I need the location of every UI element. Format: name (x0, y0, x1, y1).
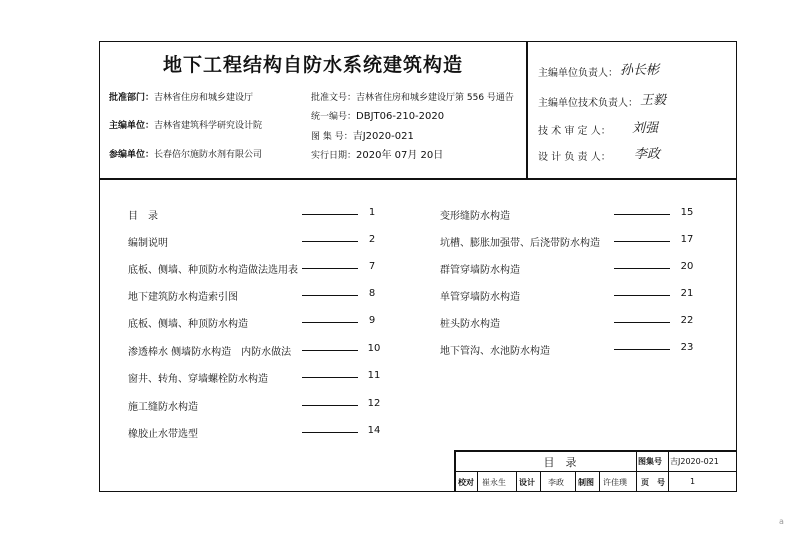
tb-draw-name: 许佳璞 (603, 478, 627, 487)
toc-leader (302, 350, 358, 351)
atlas-no (311, 127, 414, 142)
approval-doc-label: 批准文号： (311, 93, 357, 103)
toc-item[interactable]: 变形缝防水构造 (440, 211, 510, 222)
editor-unit-label: 主编单位： (109, 121, 155, 131)
approval-dept-value: 吉林省住房和城乡建设厅 (154, 93, 254, 103)
toc-page: 10 (367, 343, 381, 354)
tb-atlas-label: 图集号 (638, 457, 662, 466)
tb-draw-label: 制图 (578, 478, 594, 487)
toc-page: 21 (680, 288, 694, 299)
effective-label: 实行日期： (311, 151, 357, 161)
tb-vline (668, 450, 669, 492)
responsible-row (538, 94, 638, 109)
toc-item[interactable]: 单管穿墙防水构造 (440, 292, 520, 303)
toc-item[interactable]: 施工缝防水构造 (128, 402, 198, 413)
signature: 刘强 (632, 121, 659, 136)
toc-item[interactable]: 目 录 (128, 211, 158, 222)
participant-unit (109, 147, 262, 160)
toc-leader (614, 349, 670, 350)
tb-design-label: 设计 (519, 478, 535, 487)
toc-item[interactable]: 底板、侧墙、种顶防水构造 (128, 319, 248, 330)
tb-vline (477, 471, 478, 492)
toc-item[interactable]: 窗井、转角、穿墙螺栓防水构造 (128, 374, 268, 385)
signature: 孙长彬 (620, 63, 660, 78)
tb-vline (636, 450, 637, 492)
toc-item[interactable]: 地下建筑防水构造索引图 (128, 292, 238, 303)
tb-vline (575, 471, 576, 492)
responsible-row (538, 64, 618, 79)
toc-leader (302, 241, 358, 242)
toc-item[interactable]: 桩头防水构造 (440, 319, 500, 330)
tb-design-name: 李政 (548, 478, 564, 487)
tb-mid-line (454, 471, 737, 472)
toc-item[interactable]: 地下管沟、水池防水构造 (440, 346, 550, 357)
header-vertical-divider (526, 41, 528, 179)
tb-check-label: 校对 (458, 478, 474, 487)
responsible-label: 技 术 审 定 人： (538, 126, 611, 137)
toc-page: 15 (680, 207, 694, 218)
responsible-row (538, 148, 611, 163)
toc-leader (302, 322, 358, 323)
toc-page: 11 (367, 370, 381, 381)
tb-vline (599, 471, 600, 492)
tb-sheet-title: 目 录 (543, 456, 577, 469)
toc-page: 20 (680, 261, 694, 272)
approval-dept-label: 批准部门： (109, 93, 155, 103)
tb-check-name: 崔永生 (482, 478, 506, 487)
effective-date (311, 146, 443, 161)
unified-no-label: 统一编号： (311, 112, 357, 122)
responsible-label: 设 计 负 责 人： (538, 152, 611, 163)
toc-page: 14 (367, 425, 381, 436)
toc-page: 7 (368, 261, 376, 272)
tb-top-line (454, 450, 737, 452)
participant-value: 长春倍尔施防水剂有限公司 (154, 150, 263, 160)
toc-item[interactable]: 橡胶止水带选型 (128, 429, 198, 440)
toc-leader (302, 295, 358, 296)
tb-left-line (454, 450, 456, 492)
toc-leader (614, 214, 670, 215)
signature: 李政 (634, 147, 661, 162)
tb-vline (516, 471, 517, 492)
tb-page-label: 页 号 (641, 478, 665, 487)
toc-item[interactable]: 底板、侧墙、种顶防水构造做法选用表 (128, 265, 298, 276)
atlas-no-value: 吉J2020-021 (352, 131, 414, 142)
toc-leader (302, 377, 358, 378)
toc-page: 2 (368, 234, 376, 245)
toc-page: 12 (367, 398, 381, 409)
unified-no-value: DBJT06-210-2020 (356, 111, 445, 122)
page-title: 地下工程结构自防水系统建筑构造 (162, 54, 463, 76)
toc-page: 22 (680, 315, 694, 326)
approval-doc-value: 吉林省住房和城乡建设厅第 556 号通告 (356, 93, 514, 103)
toc-leader (614, 295, 670, 296)
responsible-label: 主编单位技术负责人： (538, 98, 638, 109)
toc-page: 1 (368, 207, 376, 218)
responsible-label: 主编单位负责人： (538, 68, 618, 79)
toc-item[interactable]: 编制说明 (128, 238, 168, 249)
toc-item[interactable]: 群管穿墙防水构造 (440, 265, 520, 276)
corner-mark: a (779, 517, 784, 526)
tb-vline (540, 471, 541, 492)
editor-unit-value: 吉林省建筑科学研究设计院 (154, 121, 263, 131)
toc-item[interactable]: 坑槽、膨胀加强带、后浇带防水构造 (440, 238, 600, 249)
signature: 王毅 (640, 93, 667, 108)
tb-atlas-no: 吉J2020-021 (670, 457, 719, 466)
toc-leader (614, 268, 670, 269)
toc-leader (614, 241, 670, 242)
participant-label: 参编单位： (109, 150, 155, 160)
effective-value: 2020年 07月 20日 (356, 150, 444, 161)
toc-leader (302, 268, 358, 269)
toc-item[interactable]: 渗透棒水 侧墙防水构造 内防水做法 (128, 347, 292, 358)
atlas-no-label: 图 集 号： (311, 132, 353, 142)
header-divider (99, 178, 737, 180)
toc-leader (614, 322, 670, 323)
toc-page: 9 (368, 315, 376, 326)
toc-page: 23 (680, 342, 694, 353)
toc-leader (302, 214, 358, 215)
approval-dept (109, 90, 253, 103)
editor-unit (109, 118, 262, 131)
toc-page: 17 (680, 234, 694, 245)
responsible-row (538, 122, 611, 137)
unified-no (311, 109, 444, 122)
toc-page: 8 (368, 288, 376, 299)
toc-leader (302, 405, 358, 406)
toc-leader (302, 432, 358, 433)
tb-page-no: 1 (690, 477, 696, 486)
approval-doc (311, 90, 514, 103)
